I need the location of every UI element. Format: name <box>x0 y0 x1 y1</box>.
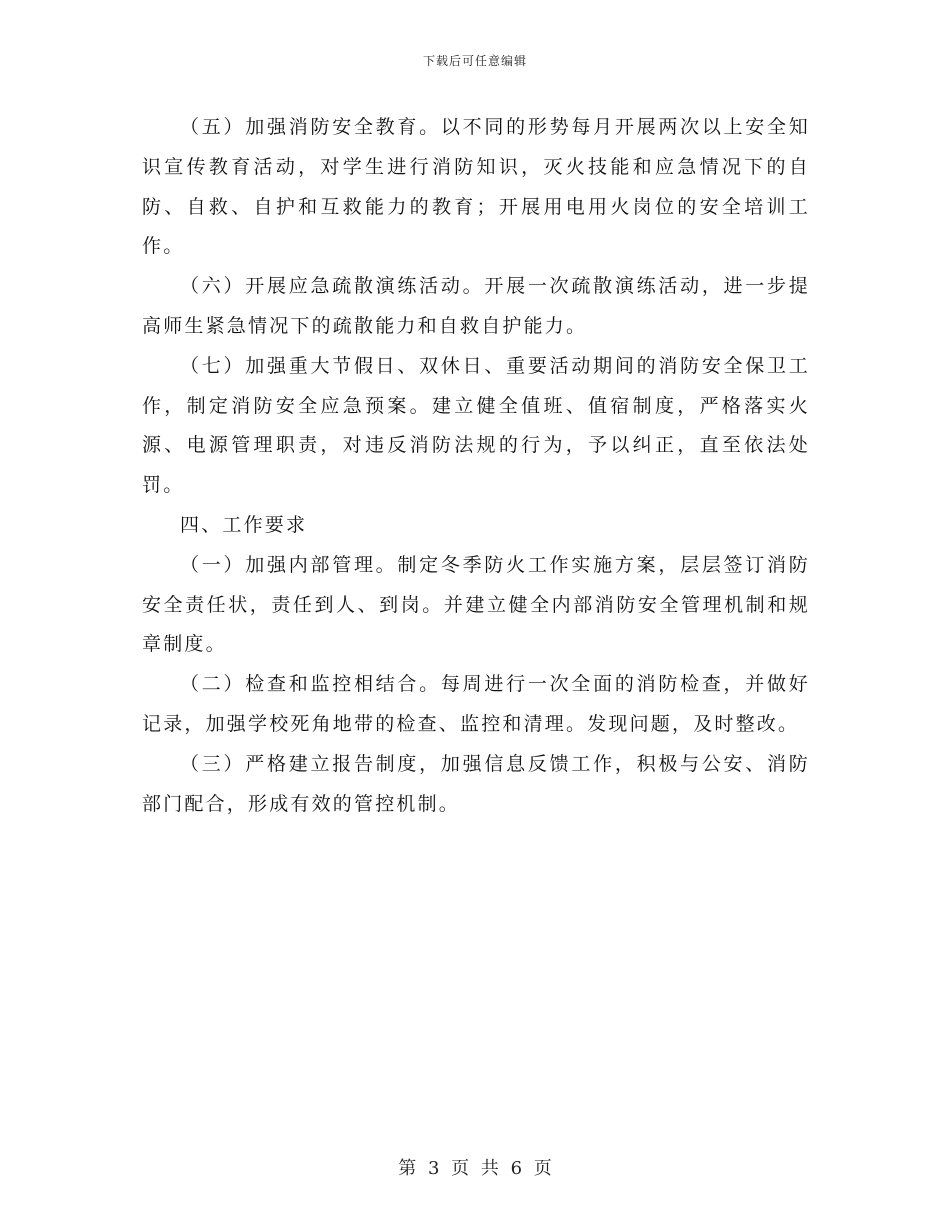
section-heading-work-requirements: 四、工作要求 <box>180 513 308 536</box>
page-header-note: 下载后可任意编辑 <box>422 54 527 68</box>
requirement-1-internal-management: （一）加强内部管理。制定冬季防火工作实施方案，层层签订消防安全责任状，责任到人、到岗。并建立健全内部消防安全管理机制和规章制度。 <box>142 553 810 656</box>
requirement-2-inspection-monitoring: （二）检查和监控相结合。每周进行一次全面的消防检查，并做好记录，加强学校死角地带的检查、监控和清理。发现问题，及时整改。 <box>142 673 810 735</box>
document-body <box>142 108 810 824</box>
page-number-footer: 第 3 页 共 6 页 <box>398 1158 552 1179</box>
requirement-3-reporting-system: （三）严格建立报告制度，加强信息反馈工作，积极与公安、消防部门配合，形成有效的管控机制。 <box>142 752 810 815</box>
paragraph-5-fire-safety-education: （五）加强消防安全教育。以不同的形势每月开展两次以上安全知识宣传教育活动，对学生进行消防知识，灭火技能和应急情况下的自防、自救、自护和互救能力的教育；开展用电用火岗位的安全培训工作。 <box>142 116 810 258</box>
paragraph-6-evacuation-drill: （六）开展应急疏散演练活动。开展一次疏散演练活动，进一步提高师生紧急情况下的疏散能力和自救自护能力。 <box>142 275 810 337</box>
paragraph-7-holiday-security: （七）加强重大节假日、双休日、重要活动期间的消防安全保卫工作，制定消防安全应急预案。建立健全值班、值宿制度，严格落实火源、电源管理职责，对违反消防法规的行为，予以纠正，直至依法处罚。 <box>142 354 810 497</box>
